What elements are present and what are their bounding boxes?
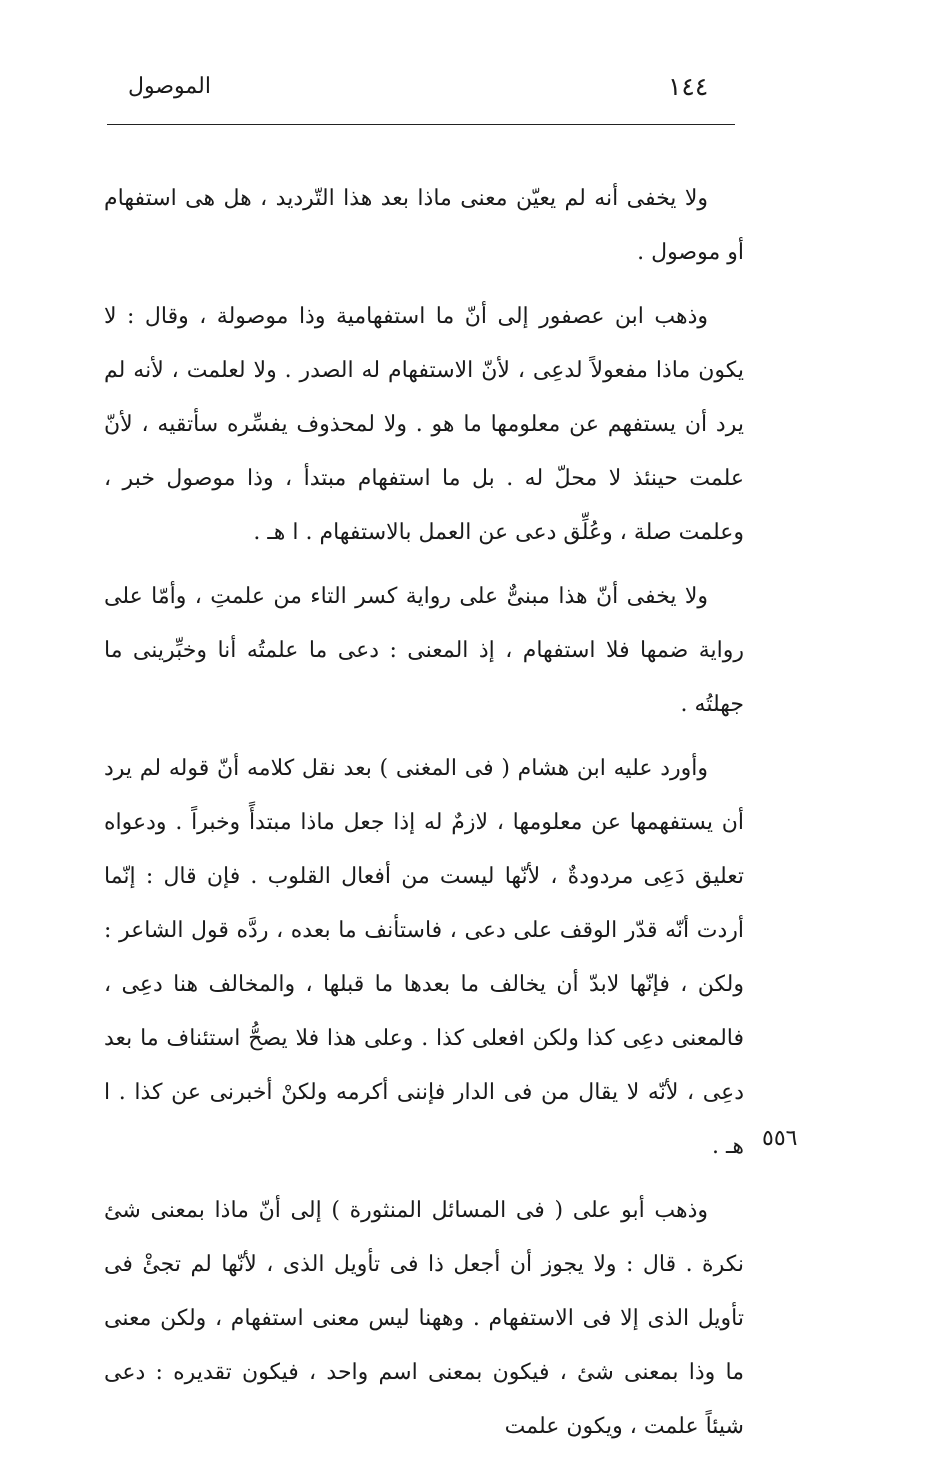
page-number: ١٤٤ [668, 72, 709, 101]
body-text [104, 172, 744, 1464]
margin-line-number: ٥٥٦ [762, 1126, 798, 1151]
running-title: الموصول [128, 74, 211, 99]
header-rule [107, 124, 735, 125]
paragraph-5: وذهب أبو على ( فى المسائل المنثورة ) إلى أنّ ماذا بمعنى شئ نكرة . قال : ولا يجوز أن أجعل ذا فى تأويل الذى ، لأنّها لم تجئْ فى تأويل الذى إلا فى الاستفهام . وههنا ليس معنى استفهام ، ولكن معنى ما وذا بمعنى شئ ، فيكون بمعنى اسم واحد ، فيكون تقديره : دعى شيئاً علمت ، ويكون علمت [104, 1198, 744, 1439]
paragraph-3: ولا يخفى أنّ هذا مبنىٌّ على رواية كسر التاء من علمتِ ، وأمّا على رواية ضمها فلا استفهام ، إذ المعنى : دعى ما علمتُه أنا وخبِّرينى ما جهلتُه . [104, 584, 744, 717]
paragraph-4: وأورد عليه ابن هشام ( فى المغنى ) بعد نقل كلامه أنّ قوله لم يرد أن يستفهمها عن معلومها ، لازمٌ له إذا جعل ماذا مبتدأً وخبراً . ودعواه تعليق دَعِى مردودةٌ ، لأنّها ليست من أفعال القلوب . فإن قال : إنّما أردت أنّه قدّر الوقف على دعى ، فاستأنف ما بعده ، ردَّه قول الشاعر : ولكن ، فإنّها لابدّ أن يخالف ما بعدها ما قبلها ، والمخالف هنا دعِى ، فالمعنى دعِى كذا ولكن افعلى كذا . وعلى هذا فلا يصحُّ استئناف ما بعد دعِى ، لأنّه لا يقال من فى الدار فإننى أكرمه ولكنْ أخبرنى عن كذا . ا هـ . [104, 756, 744, 1159]
paragraph-2: وذهب ابن عصفور إلى أنّ ما استفهامية وذا موصولة ، وقال : لا يكون ماذا مفعولاً لدعِى ، لأنّ الاستفهام له الصدر . ولا لعلمت ، لأنه لم يرد أن يستفهم عن معلومها ما هو . ولا لمحذوف يفسِّره سأتقيه ، لأنّ علمت حينئذ لا محلّ له . بل ما استفهام مبتدأ ، وذا موصول خبر ، وعلمت صلة ، وعُلِّق دعى عن العمل بالاستفهام . ا هـ . [104, 304, 744, 545]
paragraph-1: ولا يخفى أنه لم يعيّن معنى ماذا بعد هذا التّرديد ، هل هى استفهام أو موصول . [104, 186, 744, 265]
